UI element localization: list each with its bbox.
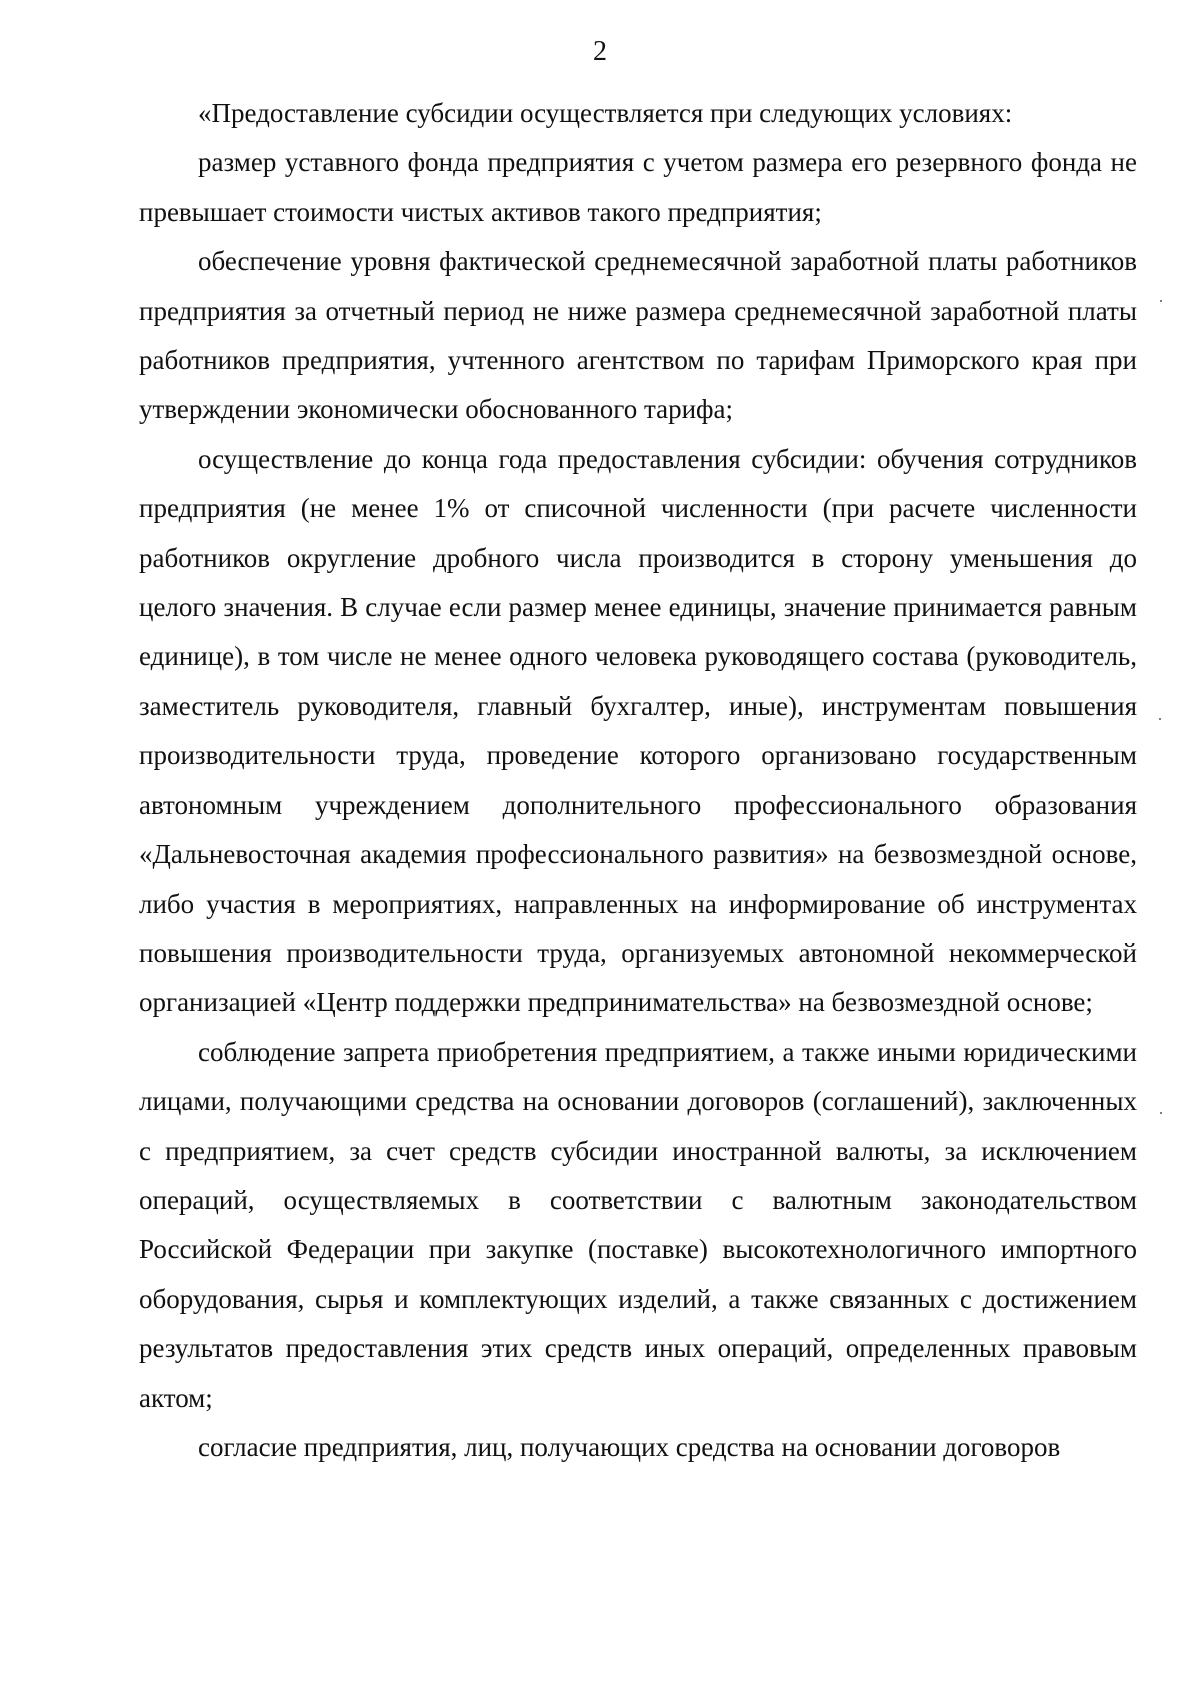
scan-speck xyxy=(1159,718,1161,720)
paragraph-wage-level: обеспечение уровня фактической среднемесячной заработной платы работников предприятия за отчетный период не ниже размера среднемесячной заработной платы работников предприятия, учтенного агентством по тарифам Приморского края при утверждении экономически обоснованного тарифа; xyxy=(139,246,1137,425)
page-number: 2 xyxy=(593,36,607,67)
scan-speck xyxy=(1160,1112,1162,1114)
paragraph-conditions-intro: «Предоставление субсидии осуществляется при следующих условиях: xyxy=(198,98,1013,128)
paragraph-consent: согласие предприятия, лиц, получающих средства на основании договоров xyxy=(198,1431,1061,1462)
paragraph-charter-fund: размер уставного фонда предприятия с учетом размера его резервного фонда не превышает стоимости чистых активов такого предприятия; xyxy=(139,147,1137,227)
paragraph-currency-ban: соблюдение запрета приобретения предприятием, а также иными юридическими лицами, получающими средства на основании договоров (соглашений), заключенных с предприятием, за счет средств субсидии иностранной валюты, за исключением операций, осуществляемых в соответствии с валютным законодательством Российской Федерации при закупке (поставке) высокотехнологичного импортного оборудования, сырья и комплектующих изделий, а также связанных с достижением результатов предоставления этих средств иных операций, определенных правовым актом; xyxy=(139,1036,1137,1413)
scan-speck xyxy=(1160,300,1162,302)
document-body xyxy=(139,89,1137,1472)
paragraph-training: осуществление до конца года предоставления субсидии: обучения сотрудников предприятия (не менее 1% от списочной численности (при расчете численности работников округление дробного числа производится в сторону уменьшения до целого значения. В случае если размер менее единицы, значение принимается равным единице), в том числе не менее одного человека руководящего состава (руководитель, заместитель руководителя, главный бухгалтер, иные), инструментам повышения производительности труда, проведение которого организовано государственным автономным учреждением дополнительного профессионального образования «Дальневосточная академия профессионального развития» на безвозмездной основе, либо участия в мероприятиях, направленных на информирование об инструментах повышения производительности труда, организуемых автономной некоммерческой организацией «Центр поддержки предпринимательства» на безвозмездной основе; xyxy=(139,443,1137,1018)
